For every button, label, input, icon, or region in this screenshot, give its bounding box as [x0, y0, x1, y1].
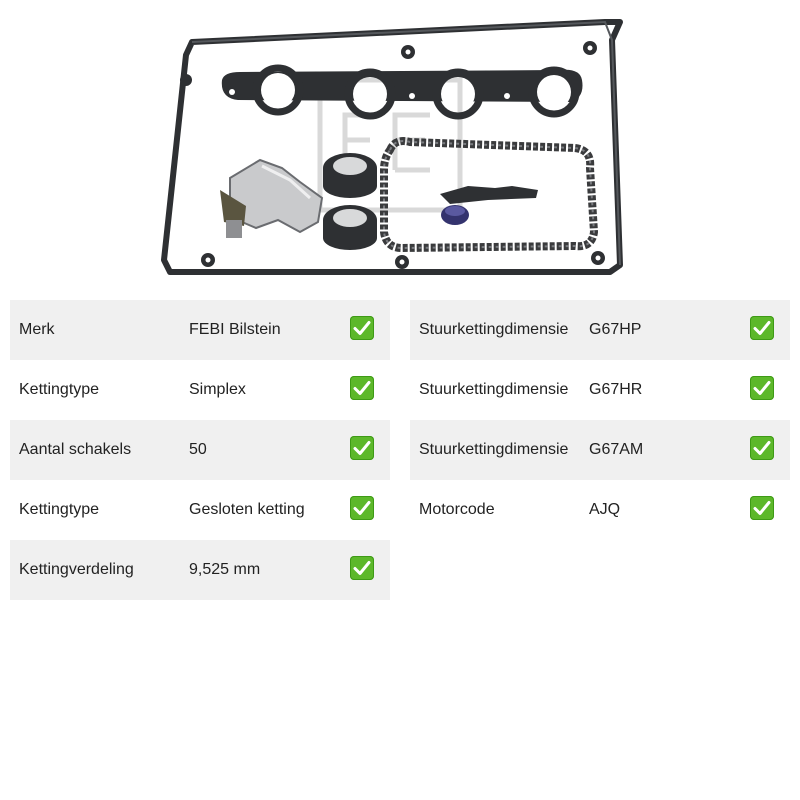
- spec-row: [10, 300, 390, 360]
- spec-label: Stuurkettingdimensie: [419, 321, 569, 338]
- spec-table-right: [410, 300, 790, 540]
- spec-row: [10, 480, 390, 540]
- spec-value: 50: [189, 441, 207, 458]
- spec-value: FEBI Bilstein: [189, 321, 281, 338]
- spec-label: Kettingverdeling: [19, 561, 134, 578]
- spec-row: [410, 420, 790, 480]
- spec-value: G67HP: [589, 321, 642, 338]
- spec-row: [10, 360, 390, 420]
- spec-row: [410, 300, 790, 360]
- spec-label: Motorcode: [419, 501, 495, 518]
- spec-value: Simplex: [189, 381, 246, 398]
- check-icon: [350, 556, 374, 580]
- check-icon: [750, 436, 774, 460]
- check-icon: [750, 376, 774, 400]
- spec-label: Stuurkettingdimensie: [419, 441, 569, 458]
- spec-value: Gesloten ketting: [189, 501, 305, 518]
- check-icon: [750, 316, 774, 340]
- spec-row: [410, 480, 790, 540]
- spec-row: [410, 360, 790, 420]
- spec-value: 9,525 mm: [189, 561, 261, 578]
- check-icon: [350, 316, 374, 340]
- spec-row: [10, 420, 390, 480]
- spec-value: G67HR: [589, 381, 643, 398]
- spec-value: AJQ: [589, 501, 621, 518]
- spec-label: Kettingtype: [19, 381, 100, 398]
- check-icon: [350, 496, 374, 520]
- timing-chain-kit-illustration: [150, 10, 650, 290]
- spec-label: Kettingtype: [19, 501, 100, 518]
- spec-label: Stuurkettingdimensie: [419, 381, 569, 398]
- check-icon: [350, 436, 374, 460]
- spec-label: Aantal schakels: [19, 441, 132, 458]
- spec-row: [10, 540, 390, 600]
- product-image: [150, 10, 650, 290]
- spec-value: G67AM: [589, 441, 644, 458]
- spec-label: Merk: [19, 321, 55, 338]
- chain-tensioner: [220, 160, 322, 238]
- check-icon: [750, 496, 774, 520]
- spec-table-left: [10, 300, 390, 600]
- check-icon: [350, 376, 374, 400]
